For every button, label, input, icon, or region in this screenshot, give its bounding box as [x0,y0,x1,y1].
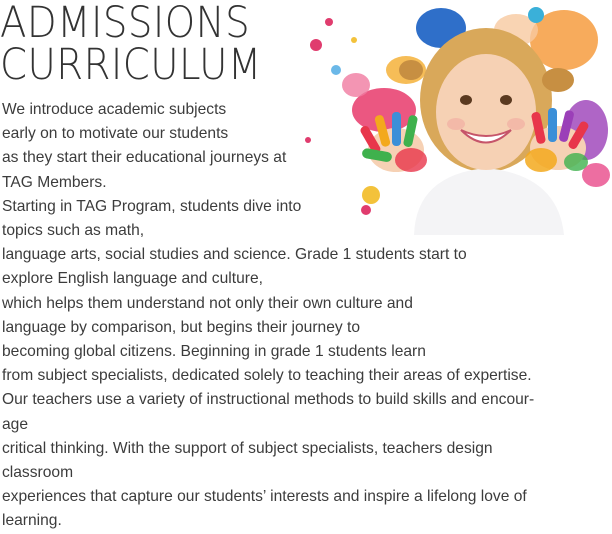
paragraph-line: learning. [2,512,62,530]
paragraph-line: language by comparison, but begins their journey to [2,318,361,336]
paragraph-line: TAG Members. [2,173,107,191]
paragraph-line: topics such as math, [2,222,145,240]
paragraph-line: classroom [2,464,74,482]
paragraph-line: from subject specialists, dedicated solely to teaching their areas of expertise. [2,367,532,385]
title-line-2: CURRICULUM [0,40,262,90]
paragraph-line: becoming global citizens. Beginning in grade 1 students learn [2,343,426,361]
paragraph-line: Starting in TAG Program, students dive into [2,197,302,215]
intro-paragraph [2,98,612,534]
paragraph-line: age [2,415,29,433]
paragraph-line: explore English language and culture, [2,270,263,288]
paragraph-line: which helps them understand not only their own culture and [2,294,413,312]
paragraph-line: Our teachers use a variety of instructional methods to build skills and encour- [2,391,535,409]
paragraph-line: language arts, social studies and science. Grade 1 students start to [2,246,467,264]
paragraph-line: as they start their educational journeys at [2,149,287,167]
paragraph-line: critical thinking. With the support of subject specialists, teachers design [2,439,493,457]
paragraph-line: experiences that capture our students’ interests and inspire a lifelong love of [2,488,527,506]
paragraph-line: early on to motivate our students [2,125,229,143]
paragraph-line: We introduce academic subjects [2,101,227,118]
page-title [0,0,262,90]
title-line-1: ADMISSIONS [0,0,251,48]
